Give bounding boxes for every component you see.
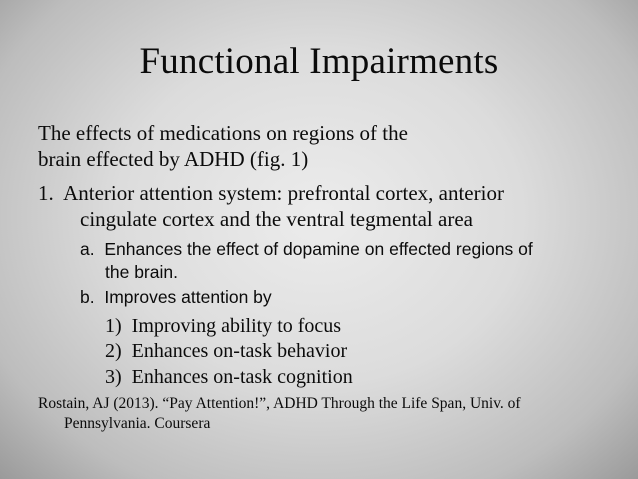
sub-list-item-1-marker: 1) — [105, 315, 122, 337]
citation-line-2: Pennsylvania. Coursera — [64, 415, 211, 432]
slide-title: Functional Impairments — [139, 41, 499, 82]
list-item-1-text: Anterior attention system: prefrontal cortex, anterior — [63, 181, 504, 205]
list-item-b-text: Improves attention by — [104, 287, 272, 307]
intro-line-2: brain effected by ADHD (fig. 1) — [38, 147, 309, 171]
list-item-1-marker: 1. — [38, 181, 54, 205]
sub-list-item-3 — [105, 365, 353, 389]
sub-list-item-2-text: Enhances on-task behavior — [131, 340, 348, 362]
sub-list-item-2-marker: 2) — [105, 340, 122, 362]
list-item-b-marker: b. — [80, 287, 95, 307]
intro-line-1: The effects of medications on regions of the — [38, 121, 408, 145]
sub-list-item-2 — [105, 339, 347, 363]
citation-line-1: Rostain, AJ (2013). “Pay Attention!”, ADHD Through the Life Span, Univ. of — [38, 395, 521, 412]
sub-list-item-3-text: Enhances on-task cognition — [131, 366, 353, 388]
list-item-a-continued: the brain. — [105, 262, 178, 282]
list-item-a — [80, 238, 533, 260]
sub-list-item-3-marker: 3) — [105, 366, 122, 388]
sub-list-item-1-text: Improving ability to focus — [131, 315, 342, 337]
list-item-1-continued: cingulate cortex and the ventral tegmental area — [80, 207, 473, 231]
list-item-a-text: Enhances the effect of dopamine on effected regions of — [104, 239, 533, 259]
list-item-1 — [38, 180, 504, 206]
list-item-b — [80, 286, 272, 308]
list-item-a-marker: a. — [80, 239, 95, 259]
sub-list-item-1 — [105, 314, 341, 338]
